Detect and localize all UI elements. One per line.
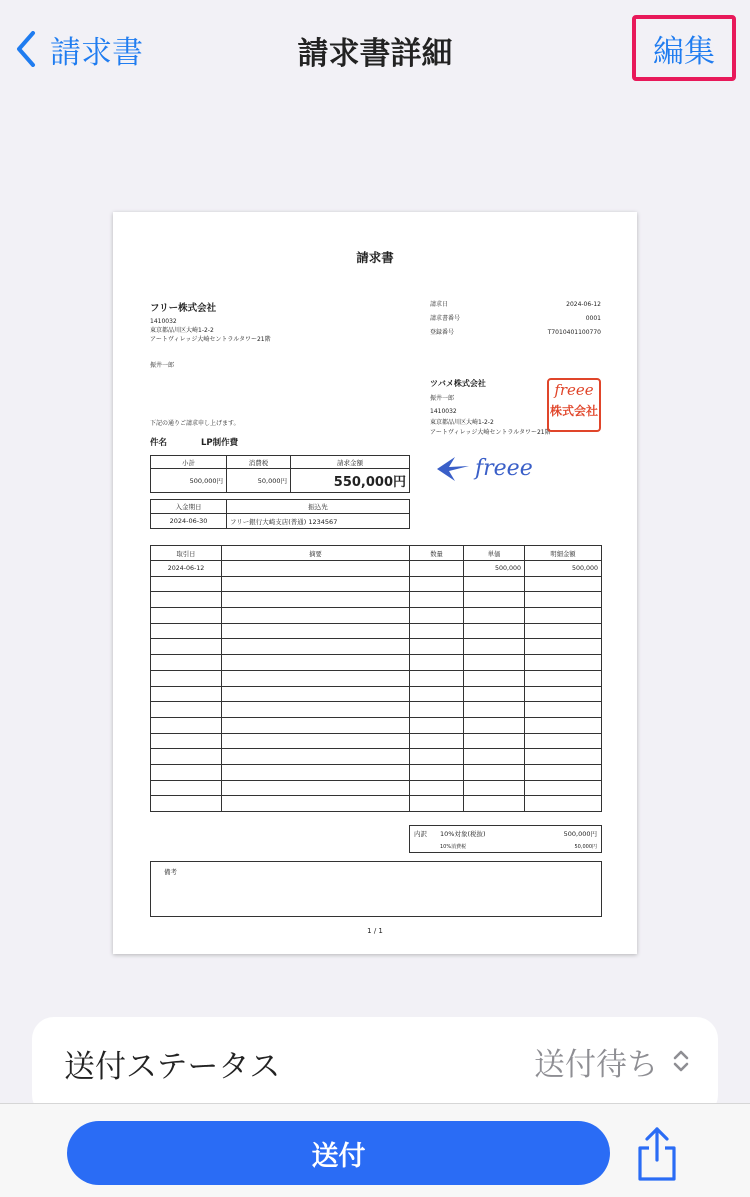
table-row — [151, 561, 602, 577]
bank-value: フリー銀行大崎支店(普通) 1234567 — [227, 514, 410, 529]
row1-date: 2024-06-12 — [151, 561, 222, 577]
payment-table — [150, 499, 410, 529]
logo-text: freee — [475, 455, 533, 481]
table-row-empty — [151, 592, 602, 608]
table-row-empty — [151, 670, 602, 686]
remarks-box — [150, 861, 602, 917]
row1-unit: 500,000 — [464, 561, 525, 577]
col-amount: 明細金額 — [525, 546, 602, 561]
number-label: 請求書番号 — [430, 315, 461, 322]
items-table — [150, 545, 602, 812]
row1-qty — [410, 561, 464, 577]
share-icon — [634, 1126, 680, 1182]
table-row-empty — [151, 608, 602, 624]
col-desc: 摘要 — [222, 546, 410, 561]
table-row-empty — [151, 733, 602, 749]
table-row-empty — [151, 780, 602, 796]
table-row-empty — [151, 764, 602, 780]
row1-amount: 500,000 — [525, 561, 602, 577]
invoice-date: 2024-06-12 — [566, 301, 601, 308]
issuer-postal: 1410032 — [430, 408, 457, 415]
status-card — [32, 1017, 718, 1117]
items-header-row — [151, 546, 602, 561]
invoice-preview[interactable] — [113, 212, 637, 954]
client-address2: アートヴィレッジ大崎セントラルタワー21階 — [150, 336, 271, 343]
client-name: フリー株式会社 — [150, 303, 217, 314]
table-row-empty — [151, 639, 602, 655]
row1-desc — [222, 561, 410, 577]
share-button[interactable] — [634, 1126, 680, 1182]
breakdown-label: 内訳 — [414, 830, 427, 838]
invoice-number: 0001 — [585, 315, 601, 322]
page-title: 請求書詳細 — [297, 36, 453, 72]
tax-label: 消費税 — [227, 456, 291, 469]
subtotal-label: 小計 — [151, 456, 227, 469]
breakdown-tax-class: 10%対象(税抜) — [440, 830, 486, 838]
nav-bar — [0, 0, 750, 96]
subject-value: LP制作費 — [201, 438, 239, 448]
edit-button[interactable] — [632, 15, 736, 81]
table-row-empty — [151, 702, 602, 718]
col-date: 取引日 — [151, 546, 222, 561]
client-contact: 振井一郎 — [150, 362, 175, 369]
seal-text-top: freee — [554, 381, 594, 399]
summary-table — [150, 455, 410, 493]
invoice-title: 請求書 — [356, 250, 394, 265]
total-value: 550,000円 — [291, 469, 410, 493]
table-row-empty — [151, 576, 602, 592]
intro-text: 下記の通りご請求申し上げます。 — [150, 420, 240, 427]
registration-number: T7010401100770 — [547, 329, 601, 336]
issuer-address1: 東京都品川区大崎1-2-2 — [430, 419, 494, 426]
date-label: 請求日 — [430, 301, 449, 308]
send-label: 送付 — [311, 1140, 366, 1172]
client-address1: 東京都品川区大崎1-2-2 — [150, 327, 214, 334]
page-number: 1 / 1 — [367, 927, 383, 935]
tax-value: 50,000円 — [227, 469, 291, 493]
bank-label: 振込先 — [227, 500, 410, 514]
back-label: 請求書 — [50, 34, 143, 71]
breakdown-tax-amount: 50,000円 — [574, 844, 597, 850]
subject-label: 件名 — [150, 438, 168, 448]
col-unit: 単価 — [464, 546, 525, 561]
send-button[interactable] — [67, 1121, 610, 1185]
table-row-empty — [151, 796, 602, 812]
client-postal: 1410032 — [150, 318, 177, 325]
status-label: 送付ステータス — [64, 1049, 281, 1085]
breakdown-amount: 500,000円 — [563, 830, 597, 838]
breakdown-tax-label: 10%消費税 — [440, 844, 467, 850]
col-qty: 数量 — [410, 546, 464, 561]
chevron-up-down-icon — [672, 1048, 690, 1074]
due-value: 2024-06-30 — [151, 514, 227, 529]
issuer-name: ツバメ株式会社 — [430, 379, 486, 388]
remarks-label: 備考 — [164, 868, 177, 876]
tax-breakdown — [409, 825, 602, 853]
swallow-logo-icon — [435, 453, 471, 483]
seal-text-bottom: 株式会社 — [549, 404, 598, 418]
registration-label: 登録番号 — [430, 329, 455, 336]
issuer-address2: アートヴィレッジ大崎セントラルタワー21階 — [430, 429, 551, 436]
table-row-empty — [151, 686, 602, 702]
table-row-empty — [151, 655, 602, 671]
due-label: 入金期日 — [151, 500, 227, 514]
subtotal-value: 500,000円 — [151, 469, 227, 493]
edit-label: 編集 — [653, 33, 715, 70]
company-seal — [547, 378, 601, 432]
issuer-person: 振井一郎 — [430, 395, 455, 402]
status-picker[interactable] — [534, 1041, 690, 1081]
table-row-empty — [151, 717, 602, 733]
total-label: 請求金額 — [291, 456, 410, 469]
status-value: 送付待ち — [534, 1046, 658, 1083]
freee-logo — [435, 450, 533, 486]
bottom-toolbar — [0, 1103, 750, 1197]
table-row-empty — [151, 749, 602, 765]
table-row-empty — [151, 623, 602, 639]
